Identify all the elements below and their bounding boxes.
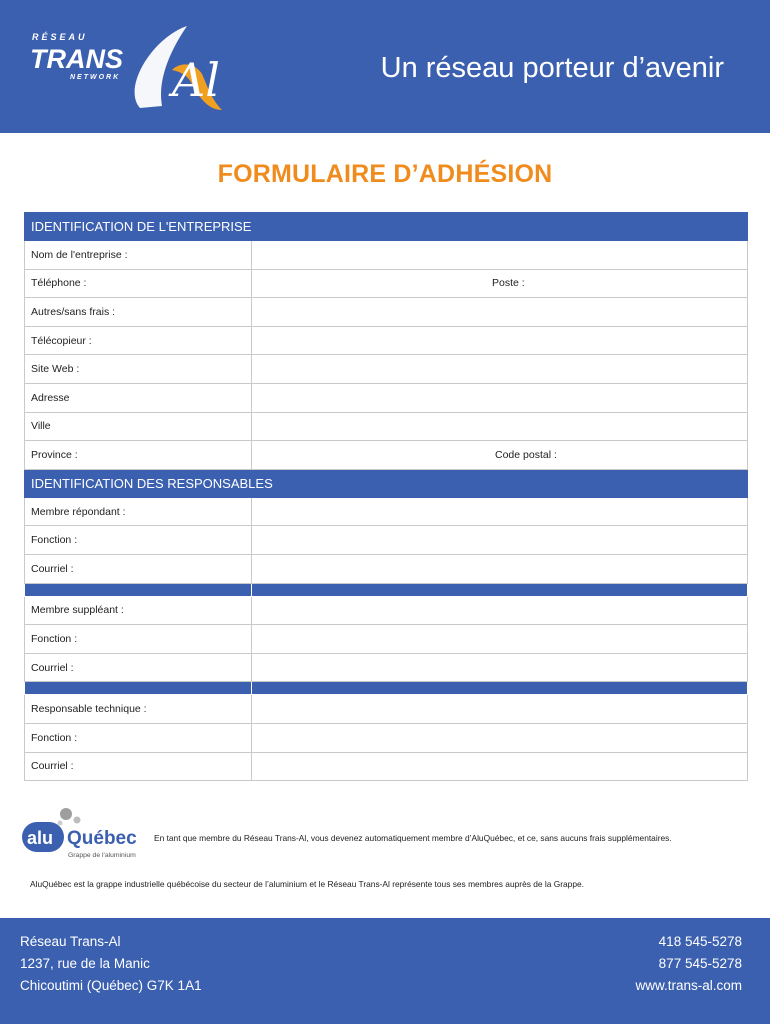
label-province: Province : [25,441,252,470]
form-row-fonction-repondant [25,526,748,555]
label-responsable-technique: Responsable technique : [25,695,252,724]
logo-dot-large [60,808,72,820]
form-row-nom [25,241,748,270]
input-site-web[interactable] [252,355,748,384]
logo-dot-medium [74,817,81,824]
input-membre-suppleant[interactable] [252,596,748,625]
section-title-entreprise: IDENTIFICATION DE L'ENTREPRISE [25,213,748,241]
label-fonction-repondant: Fonction : [25,526,252,555]
header-banner [0,0,770,133]
form-row-ville [25,412,748,441]
form-row-province [25,441,748,470]
footer-street: 1237, rue de la Manic [20,956,150,971]
label-poste: Poste : [492,277,525,290]
input-telephone[interactable] [252,269,748,298]
label-code-postal: Code postal : [495,448,557,461]
label-autres-sans-frais: Autres/sans frais : [25,298,252,327]
input-membre-repondant[interactable] [252,497,748,526]
form-row-courriel-repondant [25,554,748,583]
input-responsable-technique[interactable] [252,695,748,724]
form-row-adresse [25,383,748,412]
section-header-responsables [25,469,748,497]
label-ville: Ville [25,412,252,441]
label-fonction-technique: Fonction : [25,723,252,752]
aluquebec-logo [22,806,152,864]
input-fonction-suppleant[interactable] [252,625,748,654]
label-nom-entreprise: Nom de l'entreprise : [25,241,252,270]
label-courriel-suppleant: Courriel : [25,653,252,682]
input-adresse[interactable] [252,383,748,412]
label-fonction-suppleant: Fonction : [25,625,252,654]
form-row-fonction-suppleant [25,625,748,654]
form-row-responsable-technique [25,695,748,724]
footer-website-link[interactable]: www.trans-al.com [635,978,742,993]
membership-form [24,212,748,781]
form-row-membre-repondant [25,497,748,526]
input-courriel-suppleant[interactable] [252,653,748,682]
input-nom-entreprise[interactable] [252,241,748,270]
aluquebec-membership-note: En tant que membre du Réseau Trans-Al, vous devenez automatiquement membre d’AluQuébec, et ce, sans aucuns frais supplémentaires. [154,833,672,843]
footer-banner [0,918,770,1024]
label-membre-repondant: Membre répondant : [25,497,252,526]
logo-reseau-text: RÉSEAU [32,32,88,42]
input-courriel-technique[interactable] [252,752,748,781]
tagline: Un réseau porteur d’avenir [380,52,724,84]
logo-alu-text: alu [27,828,54,848]
section-title-responsables: IDENTIFICATION DES RESPONSABLES [25,469,748,497]
label-telecopieur: Télécopieur : [25,326,252,355]
aluquebec-description: AluQuébec est la grappe industrielle québécoise du secteur de l’aluminium et le Réseau Trans-Al représente tous ses membres auprès de la Grappe. [30,879,584,889]
label-courriel-repondant: Courriel : [25,554,252,583]
logo-al-text: Al [172,53,220,107]
label-telephone: Téléphone : [25,269,252,298]
logo-quebec-text: Québec [67,828,137,849]
input-province[interactable] [252,441,748,470]
form-row-site-web [25,355,748,384]
form-row-fonction-technique [25,723,748,752]
logo-network-text: NETWORK [70,74,121,81]
label-membre-suppleant: Membre suppléant : [25,596,252,625]
logo-trans-text: TRANS [30,44,123,74]
trans-al-logo [22,18,242,118]
form-row-courriel-technique [25,752,748,781]
input-autres-sans-frais[interactable] [252,298,748,327]
form-row-telephone [25,269,748,298]
footer-city: Chicoutimi (Québec) G7K 1A1 [20,978,202,993]
input-courriel-repondant[interactable] [252,554,748,583]
input-fonction-repondant[interactable] [252,526,748,555]
form-title: FORMULAIRE D’ADHÉSION [217,160,553,188]
footer-org-name: Réseau Trans-Al [20,934,121,949]
input-ville[interactable] [252,412,748,441]
logo-dot-small [58,821,63,826]
footer-phone-local: 418 545-5278 [658,934,742,949]
logo-grappe-text: Grappe de l'aluminium [68,852,136,859]
form-row-telecopieur [25,326,748,355]
form-row-membre-suppleant [25,596,748,625]
separator-bar [25,583,748,596]
section-header-entreprise [25,213,748,241]
label-site-web: Site Web : [25,355,252,384]
input-telecopieur[interactable] [252,326,748,355]
form-row-autres [25,298,748,327]
label-courriel-technique: Courriel : [25,752,252,781]
footer-phone-tollfree: 877 545-5278 [658,956,742,971]
label-adresse: Adresse [25,383,252,412]
input-fonction-technique[interactable] [252,723,748,752]
separator-bar [25,682,748,695]
form-row-courriel-suppleant [25,653,748,682]
